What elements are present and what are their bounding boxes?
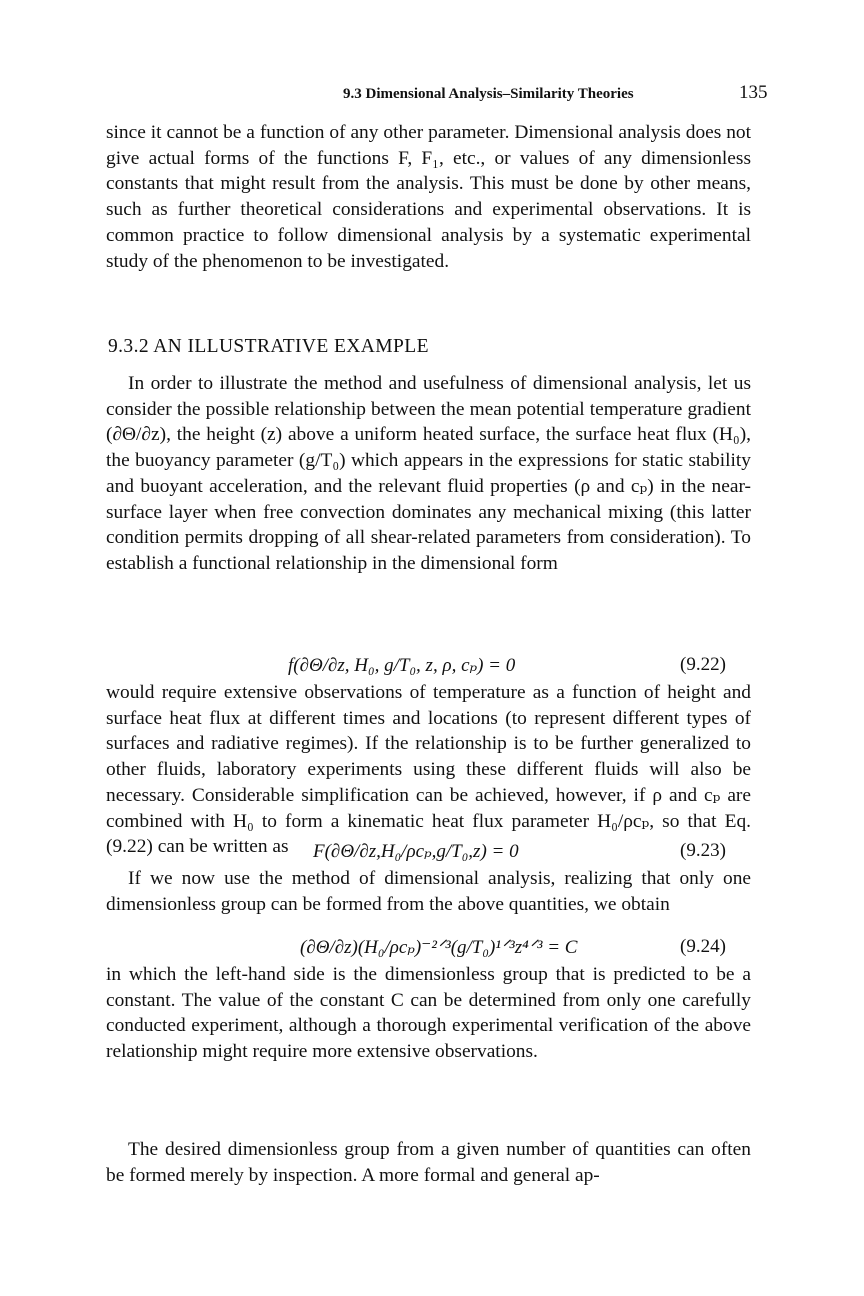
paragraph-method — [106, 866, 751, 917]
paragraph-text: The desired dimensionless group from a given number of quantities can often be formed merely by inspection. A more formal and general ap- — [106, 1139, 751, 1186]
equation-number: (9.23) — [680, 840, 726, 861]
paragraph-continuation — [106, 120, 751, 274]
equation-number: (9.22) — [680, 654, 726, 675]
equation-9-22 — [0, 654, 864, 680]
paragraph-text: in which the left-hand side is the dimensionless group that is predicted to be a constant. The value of the constant C can be determined from only one carefully conducted experiment, although a thorough experimental verification of the above relationship might require more extensive observations. — [106, 964, 751, 1063]
paragraph-constant — [106, 962, 751, 1065]
paragraph-text: since it cannot be a function of any other parameter. Dimensional analysis does not give actual forms of the functions F, F₁, etc., or values of any dimensionless constants that might result from the analysis. This must be done by other means, such as further theoretical considerations and experimental observations. It is common practice to follow dimensional analysis by a systematic experimental study of the phenomenon to be investigated. — [106, 122, 751, 272]
equation-body: F(∂Θ/∂z,H₀/ρcₚ,g/T₀,z) = 0 — [313, 841, 519, 862]
section-heading: 9.3.2 AN ILLUSTRATIVE EXAMPLE — [108, 336, 429, 357]
paragraph-text: In order to illustrate the method and usefulness of dimensional analysis, let us consider the possible relationship between the mean potential temperature gradient (∂Θ/∂z), the height (z) above a uniform heated surface, the surface heat flux (H₀), the buoyancy parameter (g/T₀) which appears in the expressions for static stability and buoyant acceleration, and the relevant fluid properties (ρ and cₚ) in the near-surface layer when free convection dominates any mechanical mixing (this latter condition permits dropping of all shear-related parameters from consideration). To establish a functional relationship in the dimensional form — [106, 373, 751, 574]
paragraph-intro — [106, 371, 751, 577]
equation-9-24 — [0, 936, 864, 962]
paragraph-observations — [106, 680, 751, 860]
page-number: 135 — [739, 82, 768, 103]
paragraph-text: would require extensive observations of temperature as a function of height and surface heat flux at different times and locations (to represent different types of surfaces and radiative regimes). If the relationship is to be further generalized to other fluids, laboratory experiments using these different fluids will also be necessary. Considerable simplification can be achieved, however, if ρ and cₚ are combined with H₀ to form a kinematic heat flux parameter H₀/ρcₚ, so that Eq. (9.22) can be written as — [106, 682, 751, 858]
equation-number: (9.24) — [680, 936, 726, 957]
running-title: 9.3 Dimensional Analysis–Similarity Theories — [343, 86, 634, 102]
equation-body: f(∂Θ/∂z, H₀, g/T₀, z, ρ, cₚ) = 0 — [288, 655, 516, 676]
equation-body: (∂Θ/∂z)(H₀/ρcₚ)⁻²ᐟ³(g/T₀)¹ᐟ³z⁴ᐟ³ = C — [300, 937, 578, 958]
running-head — [0, 80, 864, 104]
paragraph-text: If we now use the method of dimensional analysis, realizing that only one dimensionless group can be formed from the above quantities, we obtain — [106, 868, 751, 915]
equation-9-23 — [0, 840, 864, 866]
paragraph-inspection — [106, 1137, 751, 1188]
